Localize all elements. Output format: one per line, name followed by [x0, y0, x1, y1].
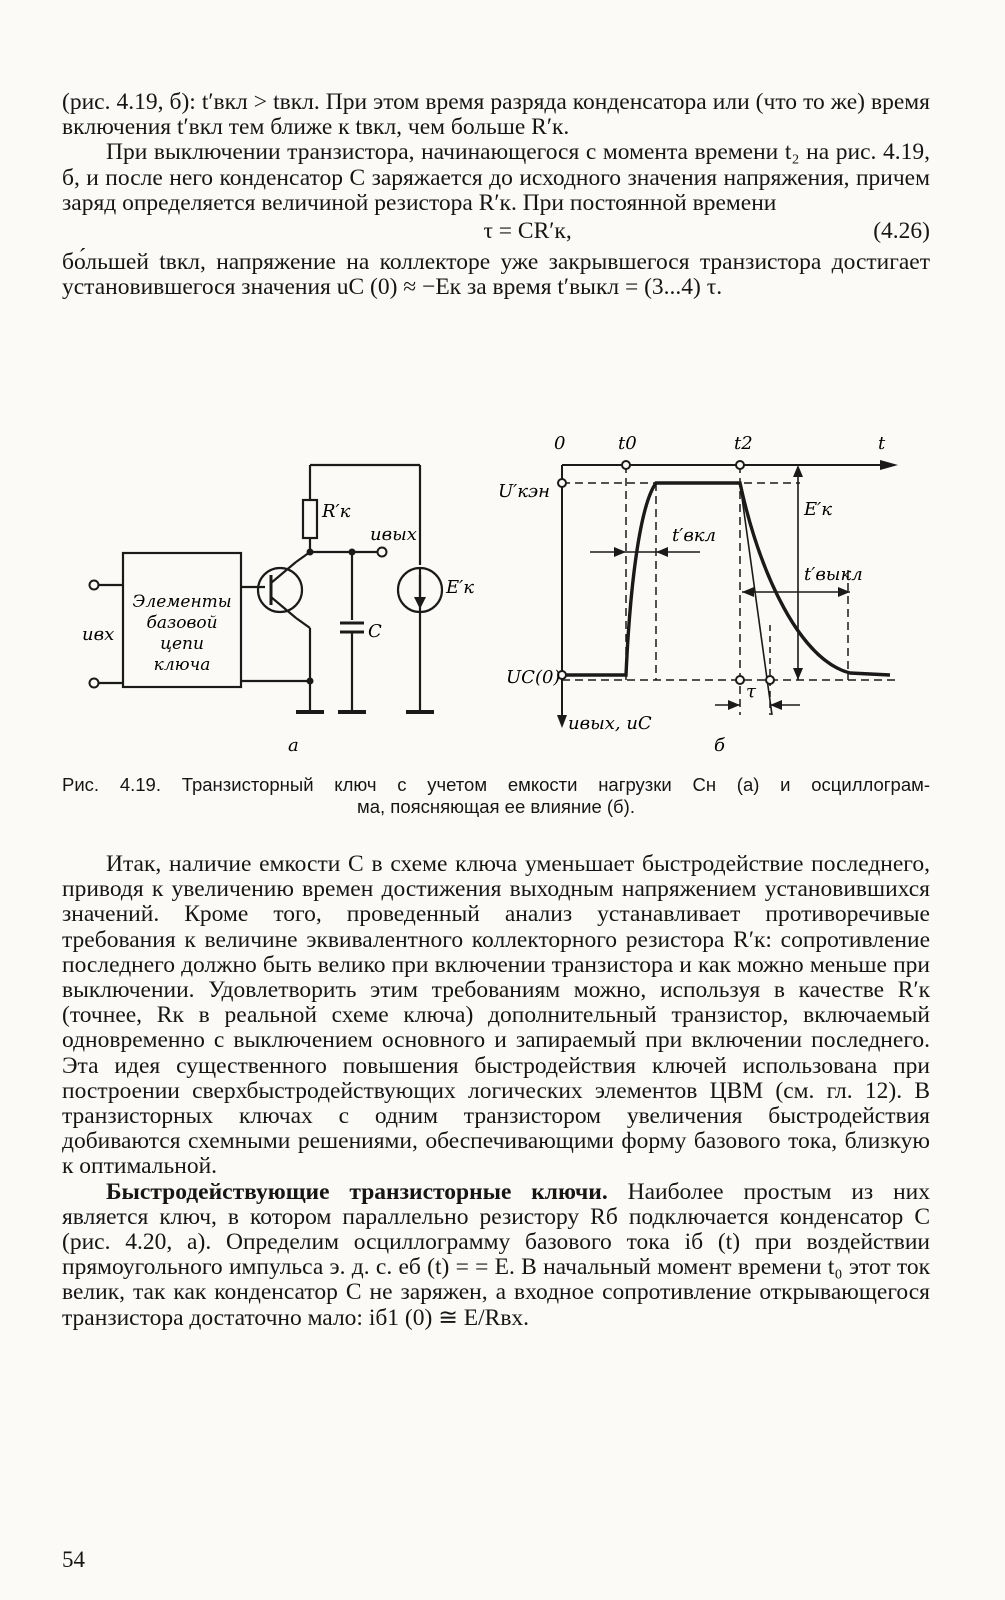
uc0-label: UC(0) — [506, 667, 561, 688]
time-axis-label: t — [878, 433, 886, 454]
t2-label: t2 — [734, 433, 753, 454]
input-voltage-label: uвх — [82, 624, 115, 645]
ek-label: E′к — [804, 499, 832, 520]
caption-line-2: ма, поясняющая ее влияние (б). — [357, 796, 635, 817]
tvkl-label: t′вкл — [672, 525, 717, 546]
section-heading: Быстродействующие транзисторные ключи. — [106, 1178, 608, 1205]
output-voltage-label: uвых — [370, 524, 417, 545]
source-label: E′к — [446, 577, 474, 598]
capacitor-label: C — [368, 621, 382, 642]
bottom-text — [62, 852, 930, 1331]
t0-label: t0 — [618, 433, 637, 454]
circuit-diagram — [98, 465, 442, 712]
equation-number: (4.26) — [873, 218, 930, 245]
resistor-label: R′к — [322, 501, 351, 522]
equation-4-26 — [62, 219, 930, 244]
box-line-3: цепи — [160, 634, 204, 654]
caption-line-1: Рис. 4.19. Транзисторный ключ с учетом емкости нагрузки Cн (а) и осциллограм- — [62, 774, 930, 795]
y-axis-label: uвых, uC — [568, 713, 652, 734]
tau-label: τ — [746, 681, 756, 702]
ukeh-label: U′кэн — [498, 481, 550, 502]
subfigure-a-label: а — [288, 735, 299, 756]
figure-4-19 — [60, 425, 910, 765]
paragraph-3: бо́льшей tвкл, напряжение на коллекторе уже закрывшегося транзистора достигает установившегося значения uC (0) ≈ −Eк за время t′выкл = (3...4) τ. — [62, 249, 930, 301]
page-number: 54 — [62, 1547, 85, 1572]
paragraph-1: (рис. 4.19, б): t′вкл > tвкл. При этом время разряда конденсатора или (что то же) время включения t′вкл тем ближе к tвкл, чем больше R′к. — [62, 89, 930, 141]
origin-label: 0 — [554, 433, 566, 454]
oscillogram — [562, 465, 900, 720]
paragraph-5 — [62, 1180, 930, 1331]
paragraph-2: При выключении транзистора, начинающегося с момента времени t₂ на рис. 4.19, б, и после него конденсатор C заряжается до исходного значения напряжения, причем заряд определяется величиной резистора R′к. При постоянной времени — [62, 139, 930, 216]
tvykl-label: t′выкл — [804, 564, 863, 585]
figure-caption — [62, 774, 930, 818]
subfigure-b-label: б — [714, 735, 725, 756]
paragraph-5-text: Наиболее простым из них является ключ, в котором параллельно резистору Rб подключается конденсатор C (рис. 4.20, а). Определим осциллограмму базового тока iб (t) при воздействии прямоугольного импульса э. д. с. eб (t) = = E. В начальный момент времени t₀ этот ток велик, так как конденсатор C не заряжен, а входное сопротивление открывающегося транзистора достаточно мало: iб1 (0) ≅ E/Rвх. — [62, 1178, 930, 1331]
resistor-rk — [303, 500, 317, 538]
paragraph-4: Итак, наличие емкости C в схеме ключа уменьшает быстродействие последнего, приводя к увеличению времен достижения выходным напряжением установившихся значений. Кроме того, проведенный анализ устанавливает противоречивые требования к величине эквивалентного коллекторного резистора R′к: сопротивление последнего должно быть велико при включении транзистора и как можно меньше при выключении. Удовлетворить этим требованиям можно, используя в качестве R′к (точнее, Rк в реальной схеме ключа) дополнительный транзистор, включаемый одновременно с выключением основного и запираемый при включении последнего. Эта идея существенного повышения быстродействия ключей использована при построении сверхбыстродействующих логических элементов ЦВМ (см. гл. 12). В транзисторных ключах с одним транзистором увеличения быстродействия добиваются схемными решениями, обеспечивающими форму базового тока, близкую к оптимальной. — [62, 851, 930, 1180]
box-line-2: базовой — [146, 613, 218, 633]
box-line-1: Элементы — [132, 592, 232, 612]
equation-expression: τ = CR′к, — [483, 218, 572, 245]
box-line-4: ключа — [153, 655, 211, 675]
top-text — [62, 90, 930, 301]
